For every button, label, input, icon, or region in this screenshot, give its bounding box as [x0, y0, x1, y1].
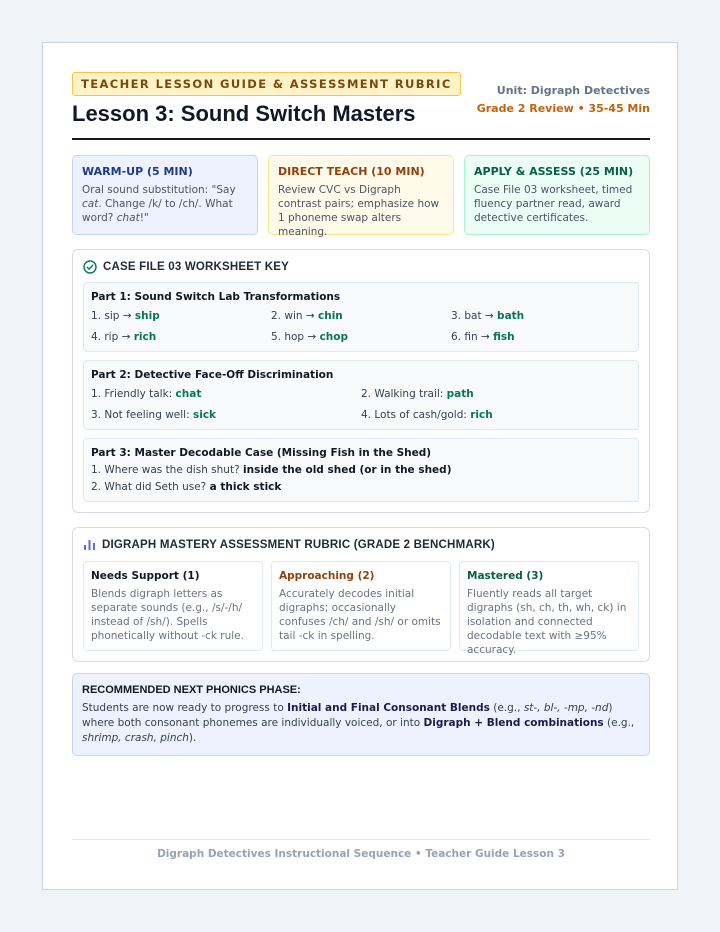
- answer-item: 1. sip → ship: [91, 310, 160, 322]
- answer-item: 1. Friendly talk: chat: [91, 388, 202, 400]
- level-title: Mastered (3): [467, 570, 544, 582]
- phase-warmup: [72, 155, 258, 235]
- question-item: 2. What did Seth use? a thick stick: [91, 481, 282, 493]
- phase-text: Review CVC vs Digraph contrast pairs; emphasize how 1 phoneme swap alters meaning.: [278, 184, 440, 238]
- answer-item: 4. rip → rich: [91, 331, 157, 343]
- answer-item: 2. Walking trail: path: [361, 388, 474, 400]
- phase-title: DIRECT TEACH (10 MIN): [278, 165, 425, 178]
- lesson-page: [42, 42, 678, 890]
- unit-name: Unit: Digraph Detectives: [496, 84, 650, 97]
- grade-duration: Grade 2 Review • 35-45 Min: [476, 102, 650, 115]
- answer-item: 5. hop → chop: [271, 331, 349, 343]
- rubric-heading: [83, 538, 639, 551]
- phase-title: APPLY & ASSESS (25 MIN): [474, 165, 634, 178]
- rubric-card: [72, 527, 650, 662]
- page-footer: Digraph Detectives Instructional Sequence • Teacher Guide Lesson 3: [72, 839, 650, 860]
- rubric-level-approaching: [271, 561, 451, 651]
- worksheet-part-1: [83, 282, 639, 352]
- worksheet-key-card: [72, 249, 650, 513]
- callout-text: Students are now ready to progress to Initial and Final Consonant Blends (e.g., st-, bl-, -mp, -nd) where both consonant phonemes are individually voiced, or into Digraph + Blend combinations (e.g., shrimp, crash, pinch).: [82, 702, 635, 744]
- section-title: Part 2: Detective Face-Off Discrimination: [91, 369, 334, 381]
- card-title: CASE FILE 03 WORKSHEET KEY: [103, 261, 290, 273]
- page-content: [72, 72, 650, 756]
- level-title: Needs Support (1): [91, 570, 200, 582]
- next-phase-callout: [72, 673, 650, 756]
- phase-title: WARM-UP (5 MIN): [82, 165, 193, 178]
- level-title: Approaching (2): [279, 570, 375, 582]
- lesson-phases: [72, 155, 650, 238]
- rubric-level-mastered: [459, 561, 639, 656]
- answer-item: 3. Not feeling well: sick: [91, 409, 217, 421]
- worksheet-key-heading: [83, 260, 639, 274]
- answer-item: 6. fin → fish: [451, 331, 515, 343]
- worksheet-part-3: [83, 438, 639, 502]
- header: [72, 72, 650, 140]
- question-item: 1. Where was the dish shut? inside the old shed (or in the shed): [91, 464, 452, 476]
- rubric-level-needs-support: [83, 561, 263, 651]
- worksheet-part-2: [83, 360, 639, 430]
- answer-item: 4. Lots of cash/gold: rich: [361, 409, 493, 421]
- rubric-levels: [83, 561, 639, 656]
- phase-text: Oral sound substitution: "Say cat. Change /k/ to /ch/. What word? chat!": [82, 184, 236, 224]
- bar-chart-icon: [83, 538, 96, 551]
- unit-info: [477, 84, 650, 116]
- page-title: Lesson 3: Sound Switch Masters: [72, 101, 416, 126]
- section-title: Part 3: Master Decodable Case (Missing Fish in the Shed): [91, 447, 432, 459]
- answer-item: 2. win → chin: [271, 310, 343, 322]
- check-circle-icon: [83, 260, 97, 274]
- level-description: Blends digraph letters as separate sounds (e.g., /s/-/h/ instead of /sh/). Spells phonetically without -ck rule.: [91, 588, 244, 642]
- phase-direct-teach: [268, 155, 454, 238]
- section-title: Part 1: Sound Switch Lab Transformations: [91, 291, 341, 303]
- answer-grid: [91, 387, 631, 422]
- doc-type-badge: TEACHER LESSON GUIDE & ASSESSMENT RUBRIC: [72, 72, 461, 96]
- answer-item: 3. bat → bath: [451, 310, 525, 322]
- answer-grid: [91, 309, 631, 344]
- phase-text: Case File 03 worksheet, timed fluency partner read, award detective certificates.: [474, 184, 633, 224]
- callout-title: RECOMMENDED NEXT PHONICS PHASE:: [82, 684, 301, 696]
- card-title: DIGRAPH MASTERY ASSESSMENT RUBRIC (GRADE 2 BENCHMARK): [102, 538, 495, 551]
- phase-apply-assess: [464, 155, 650, 235]
- level-description: Fluently reads all target digraphs (sh, ch, th, wh, ck) in isolation and connected decodable text with ≥95% accuracy.: [467, 588, 627, 656]
- header-divider: [72, 138, 650, 140]
- level-description: Accurately decodes initial digraphs; occasionally confuses /ch/ and /sh/ or omits tail -ck in spelling.: [279, 588, 441, 642]
